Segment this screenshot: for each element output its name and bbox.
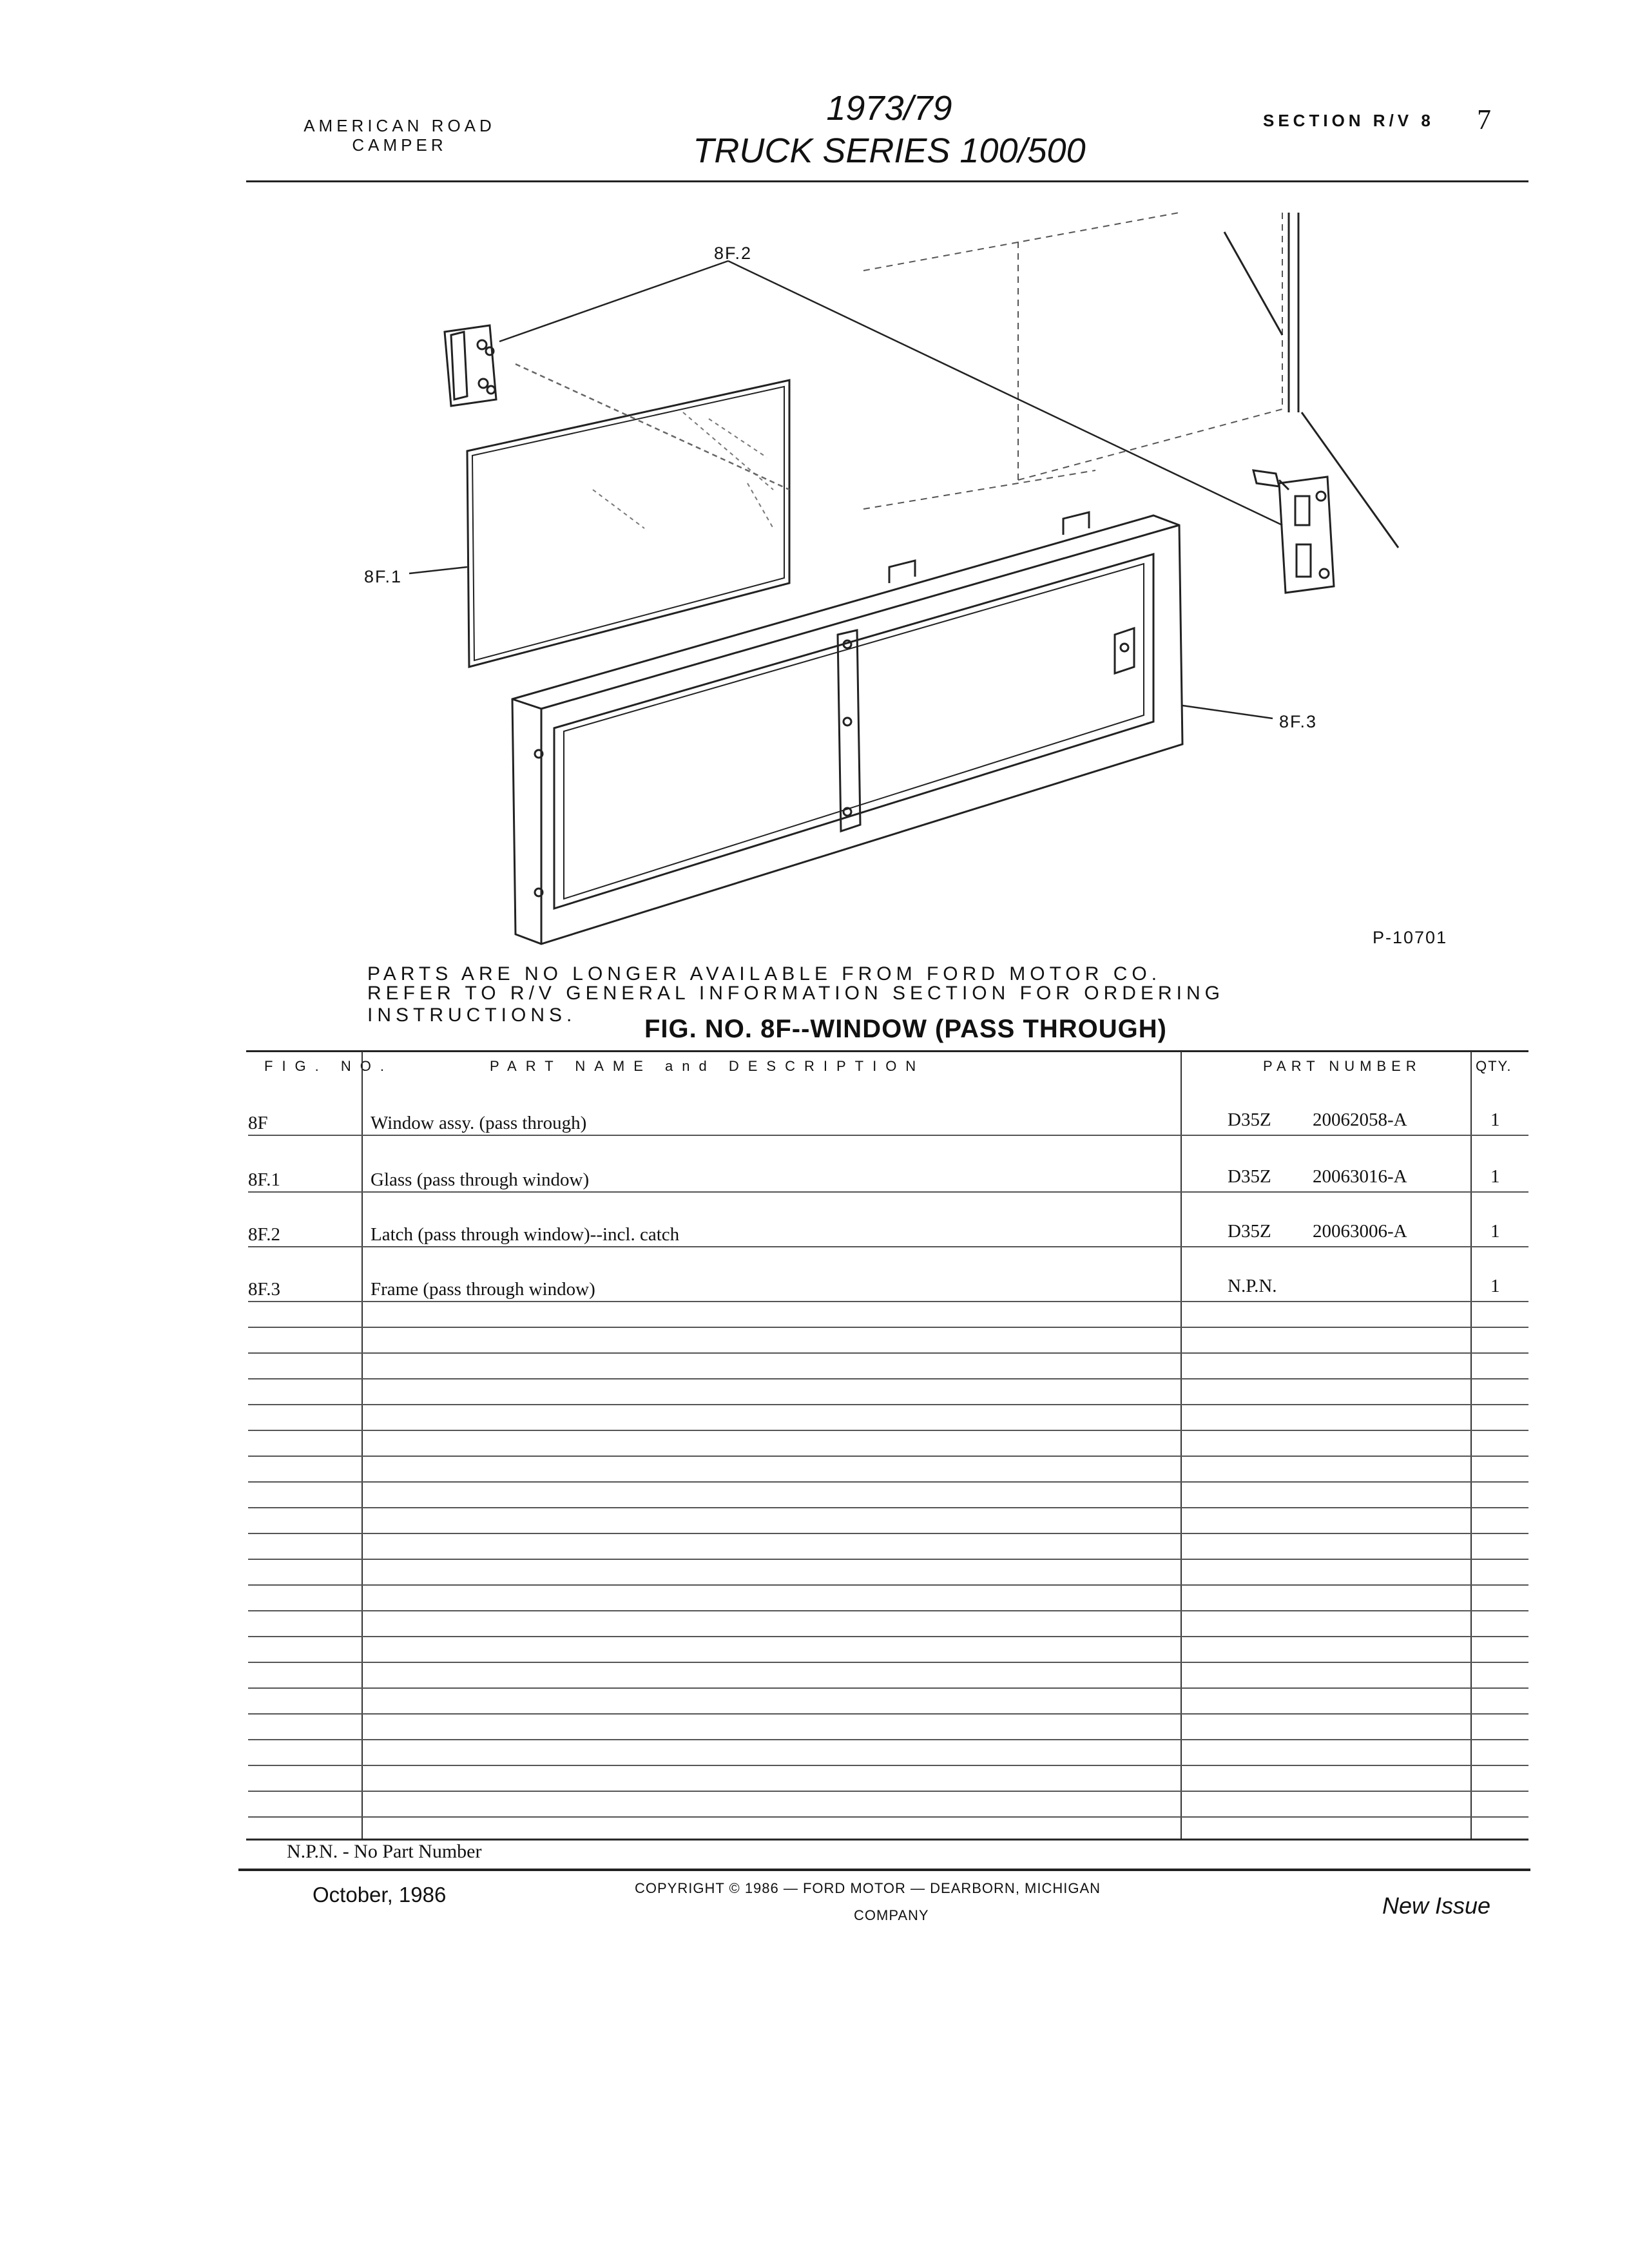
notice-line-2: REFER TO R/V GENERAL INFORMATION SECTION FOR ORDERING INSTRUCTIONS. bbox=[367, 983, 1224, 1026]
fig-no: 8F.1 bbox=[248, 1169, 281, 1190]
window-frame bbox=[512, 512, 1182, 944]
footer-date: October, 1986 bbox=[313, 1883, 447, 1907]
part-description: Glass (pass through window) bbox=[371, 1169, 590, 1190]
col-header-fig-no: FIG. NO. bbox=[264, 1058, 393, 1074]
footer-copyright: COPYRIGHT © 1986 — FORD MOTOR — DEARBORN, MICHIGAN bbox=[635, 1880, 1101, 1896]
col-header-part-number: PART NUMBER bbox=[1263, 1058, 1422, 1074]
part-number: 20062058-A bbox=[1313, 1110, 1407, 1130]
exploded-view-diagram bbox=[0, 193, 1629, 966]
part-description: Frame (pass through window) bbox=[371, 1279, 595, 1300]
col-header-qty: QTY. bbox=[1476, 1058, 1512, 1074]
part-prefix: D35Z bbox=[1228, 1110, 1271, 1130]
glass-pane bbox=[467, 380, 789, 667]
fig-no: 8F.2 bbox=[248, 1224, 281, 1245]
latch-right bbox=[1253, 470, 1334, 593]
npn-footnote: N.P.N. - No Part Number bbox=[287, 1841, 482, 1862]
part-prefix: D35Z bbox=[1228, 1221, 1271, 1242]
part-prefix: N.P.N. bbox=[1228, 1276, 1277, 1296]
callout-8f2: 8F.2 bbox=[714, 244, 753, 263]
part-number: 20063016-A bbox=[1313, 1166, 1407, 1187]
footer-issue: New Issue bbox=[1382, 1892, 1491, 1919]
part-number: 20063006-A bbox=[1313, 1221, 1407, 1242]
table-title: FIG. NO. 8F--WINDOW (PASS THROUGH) bbox=[644, 1015, 1167, 1043]
drawing-number: P-10701 bbox=[1373, 928, 1448, 947]
notice-line-1: PARTS ARE NO LONGER AVAILABLE FROM FORD MOTOR CO. bbox=[367, 963, 1162, 985]
fig-no: 8F bbox=[248, 1113, 268, 1133]
page-number: 7 bbox=[1477, 104, 1491, 135]
col-header-description: PART NAME and DESCRIPTION bbox=[490, 1058, 925, 1074]
latch-left bbox=[445, 325, 496, 406]
part-description: Latch (pass through window)--incl. catch bbox=[371, 1224, 680, 1245]
quantity: 1 bbox=[1490, 1221, 1500, 1242]
publisher-label bbox=[303, 116, 496, 155]
callout-8f3: 8F.3 bbox=[1279, 712, 1318, 731]
part-prefix: D35Z bbox=[1228, 1166, 1271, 1187]
fig-no: 8F.3 bbox=[248, 1279, 281, 1300]
footer-rule bbox=[238, 1869, 1530, 1871]
quantity: 1 bbox=[1490, 1276, 1500, 1296]
publisher-line-2: CAMPER bbox=[352, 135, 447, 155]
title-years: 1973/79 bbox=[826, 89, 952, 128]
quantity: 1 bbox=[1490, 1166, 1500, 1187]
title-series: TRUCK SERIES 100/500 bbox=[693, 131, 1086, 170]
page-title bbox=[619, 87, 1160, 172]
publisher-line-1: AMERICAN ROAD bbox=[304, 116, 496, 135]
callout-8f1: 8F.1 bbox=[364, 567, 403, 586]
wall-edge bbox=[1224, 213, 1398, 548]
footer-copyright-company: COMPANY bbox=[854, 1907, 929, 1923]
header-rule bbox=[246, 180, 1528, 182]
quantity: 1 bbox=[1490, 1110, 1500, 1130]
wall-outline bbox=[863, 213, 1282, 509]
part-description: Window assy. (pass through) bbox=[371, 1113, 587, 1133]
section-label: SECTION R/V 8 bbox=[1263, 111, 1434, 130]
